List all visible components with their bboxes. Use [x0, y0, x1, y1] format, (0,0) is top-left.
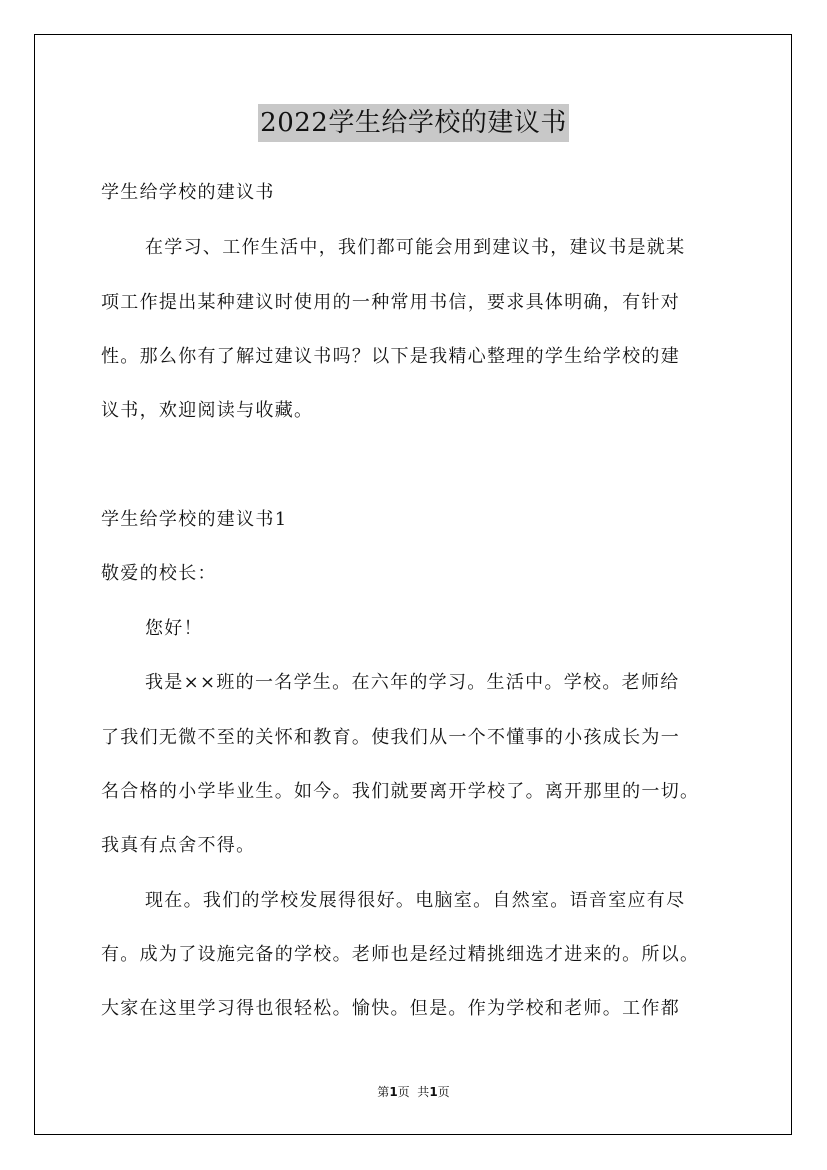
intro-line-2: 项工作提出某种建议时使用的一种常用书信，要求具体明确，有针对 [101, 292, 680, 313]
body-line-7: 大家在这里学习得也很轻松。愉快。但是。作为学校和老师。工作都 [101, 998, 680, 1019]
salutation: 敬爱的校长： [101, 563, 217, 584]
body-line-2: 了我们无微不至的关怀和教育。使我们从一个不懂事的小孩成长为一 [101, 727, 680, 748]
footer-page-suffix: 页 [437, 1085, 450, 1099]
footer-page-mid: 页 共 [397, 1085, 430, 1099]
footer-page-total: 1 [429, 1085, 438, 1099]
title-container [0, 104, 827, 142]
body-line-4: 我真有点舍不得。 [101, 835, 256, 856]
intro-line-4: 议书，欢迎阅读与收藏。 [101, 400, 314, 421]
intro-line-1: 在学习、工作生活中，我们都可能会用到建议书，建议书是就某 [145, 237, 686, 258]
footer-page-prefix: 第 [377, 1085, 390, 1099]
footer-page-number: 1 [389, 1085, 398, 1099]
body-line-1: 我是××班的一名学生。在六年的学习。生活中。学校。老师给 [145, 672, 680, 693]
body-line-3: 名合格的小学毕业生。如今。我们就要离开学校了。离开那里的一切。 [101, 781, 700, 802]
body-line-5: 现在。我们的学校发展得很好。电脑室。自然室。语音室应有尽 [145, 890, 686, 911]
document-subtitle: 学生给学校的建议书 [101, 182, 275, 203]
intro-line-3: 性。那么你有了解过建议书吗？以下是我精心整理的学生给学校的建 [101, 346, 680, 367]
body-line-6: 有。成为了设施完备的学校。老师也是经过精挑细选才进来的。所以。 [101, 944, 700, 965]
greeting: 您好！ [145, 618, 203, 639]
section-title: 学生给学校的建议书1 [101, 509, 288, 530]
page-footer [0, 1084, 827, 1100]
document-title: 2022学生给学校的建议书 [258, 104, 569, 142]
